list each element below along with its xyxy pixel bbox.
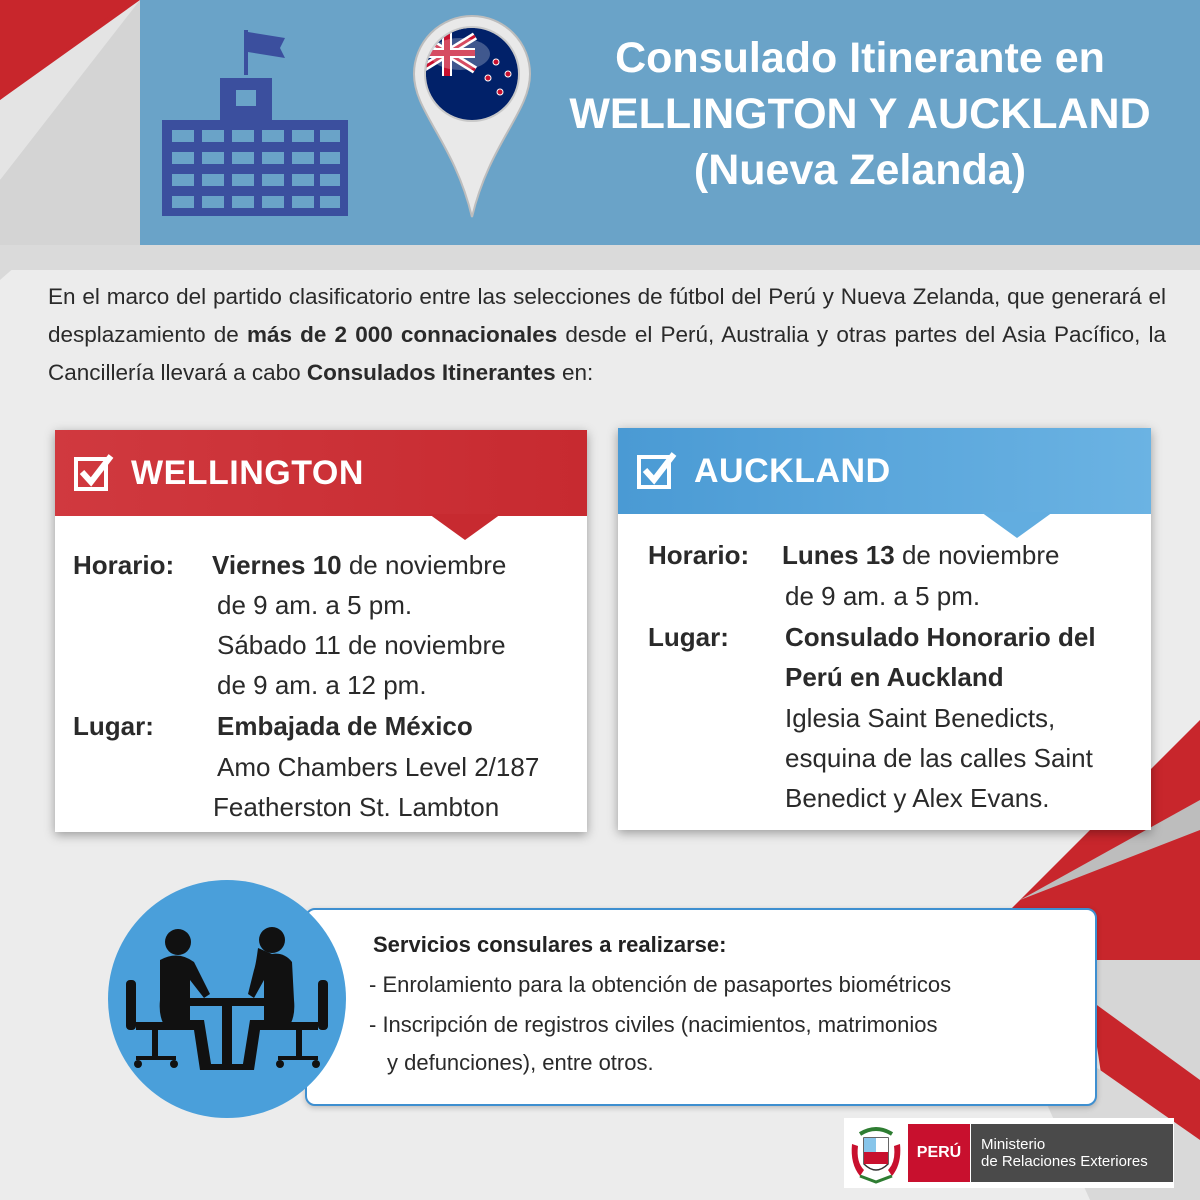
auckland-day1-bold: Lunes 13 <box>782 540 895 570</box>
wellington-day1 <box>212 545 506 585</box>
wellington-day1-bold: Viernes 10 <box>212 550 342 580</box>
service-item-civil-registry: - Inscripción de registros civiles (nacimientos, matrimonios <box>369 1012 938 1037</box>
services-title: Servicios consulares a realizarse: <box>373 932 727 957</box>
wellington-notch <box>429 514 501 540</box>
title-line-2: WELLINGTON Y AUCKLAND <box>569 90 1151 138</box>
horario-label: Horario: <box>648 540 750 570</box>
intro-paragraph <box>48 278 1166 392</box>
wellington-day1-rest: de noviembre <box>341 550 507 580</box>
ministry-logo <box>844 1118 1174 1188</box>
auckland-day1-time: de 9 am. a 5 pm. <box>785 581 981 611</box>
meeting-people-icon <box>108 880 346 1118</box>
intro-bold-1: más de 2 000 connacionales <box>246 322 558 347</box>
auckland-address-3: Benedict y Alex Evans. <box>785 783 1050 813</box>
ministry-name <box>971 1124 1173 1182</box>
wellington-address-2: Featherston St. Lambton <box>213 792 500 822</box>
ministry-line-1: Ministerio <box>981 1136 1046 1153</box>
auckland-day1 <box>782 535 1059 575</box>
auckland-place-1: Consulado Honorario del <box>785 622 1096 652</box>
wellington-day1-time: de 9 am. a 5 pm. <box>217 590 413 620</box>
intro-text-2: desde el Perú, Australia y otras partes del Asia Pacífico, la Cancillería llevará a cabo <box>48 322 1167 385</box>
auckland-card <box>618 428 1151 830</box>
title-line-1: Consulado Itinerante en <box>615 34 1105 82</box>
lugar-label: Lugar: <box>73 711 154 741</box>
checkbox-icon <box>73 452 115 494</box>
auckland-place-2: Perú en Auckland <box>785 662 1004 692</box>
wellington-day2-time: de 9 am. a 12 pm. <box>217 670 427 700</box>
services-box <box>305 908 1097 1106</box>
checkbox-icon <box>636 450 678 492</box>
auckland-day1-rest: de noviembre <box>894 540 1060 570</box>
wellington-card-header <box>55 430 587 516</box>
wellington-card <box>55 430 587 832</box>
horario-label: Horario: <box>73 550 175 580</box>
wellington-title: WELLINGTON <box>131 453 364 492</box>
intro-text-1: En el marco del partido clasificatorio entre las selecciones de fútbol del Perú y Nueva Zelanda, que generará el desplazamiento de <box>48 284 1166 347</box>
wellington-address-1: Amo Chambers Level 2/187 <box>217 752 540 782</box>
title-line-3: (Nueva Zelanda) <box>693 146 1027 194</box>
auckland-card-header <box>618 428 1151 514</box>
page-title <box>545 30 1175 198</box>
wellington-day2: Sábado 11 de noviembre <box>217 630 506 660</box>
meeting-circle <box>108 880 346 1118</box>
auckland-address-2: esquina de las calles Saint <box>785 743 1093 773</box>
wellington-place: Embajada de México <box>217 711 473 741</box>
peru-label: PERÚ <box>908 1124 970 1182</box>
intro-bold-2: Consulados Itinerantes <box>306 360 556 385</box>
intro-text-3: en: <box>555 360 594 385</box>
auckland-title: AUCKLAND <box>694 451 891 490</box>
new-zealand-flag-pin-icon <box>410 12 535 222</box>
service-item-civil-registry-cont: y defunciones), entre otros. <box>387 1050 654 1075</box>
peru-coat-of-arms-icon <box>846 1120 906 1186</box>
service-item-passports: - Enrolamiento para la obtención de pasaportes biométricos <box>369 972 952 997</box>
ministry-line-2: de Relaciones Exteriores <box>981 1153 1148 1170</box>
auckland-address-1: Iglesia Saint Benedicts, <box>785 703 1056 733</box>
building-flag-icon <box>150 30 360 230</box>
lugar-label: Lugar: <box>648 622 729 652</box>
